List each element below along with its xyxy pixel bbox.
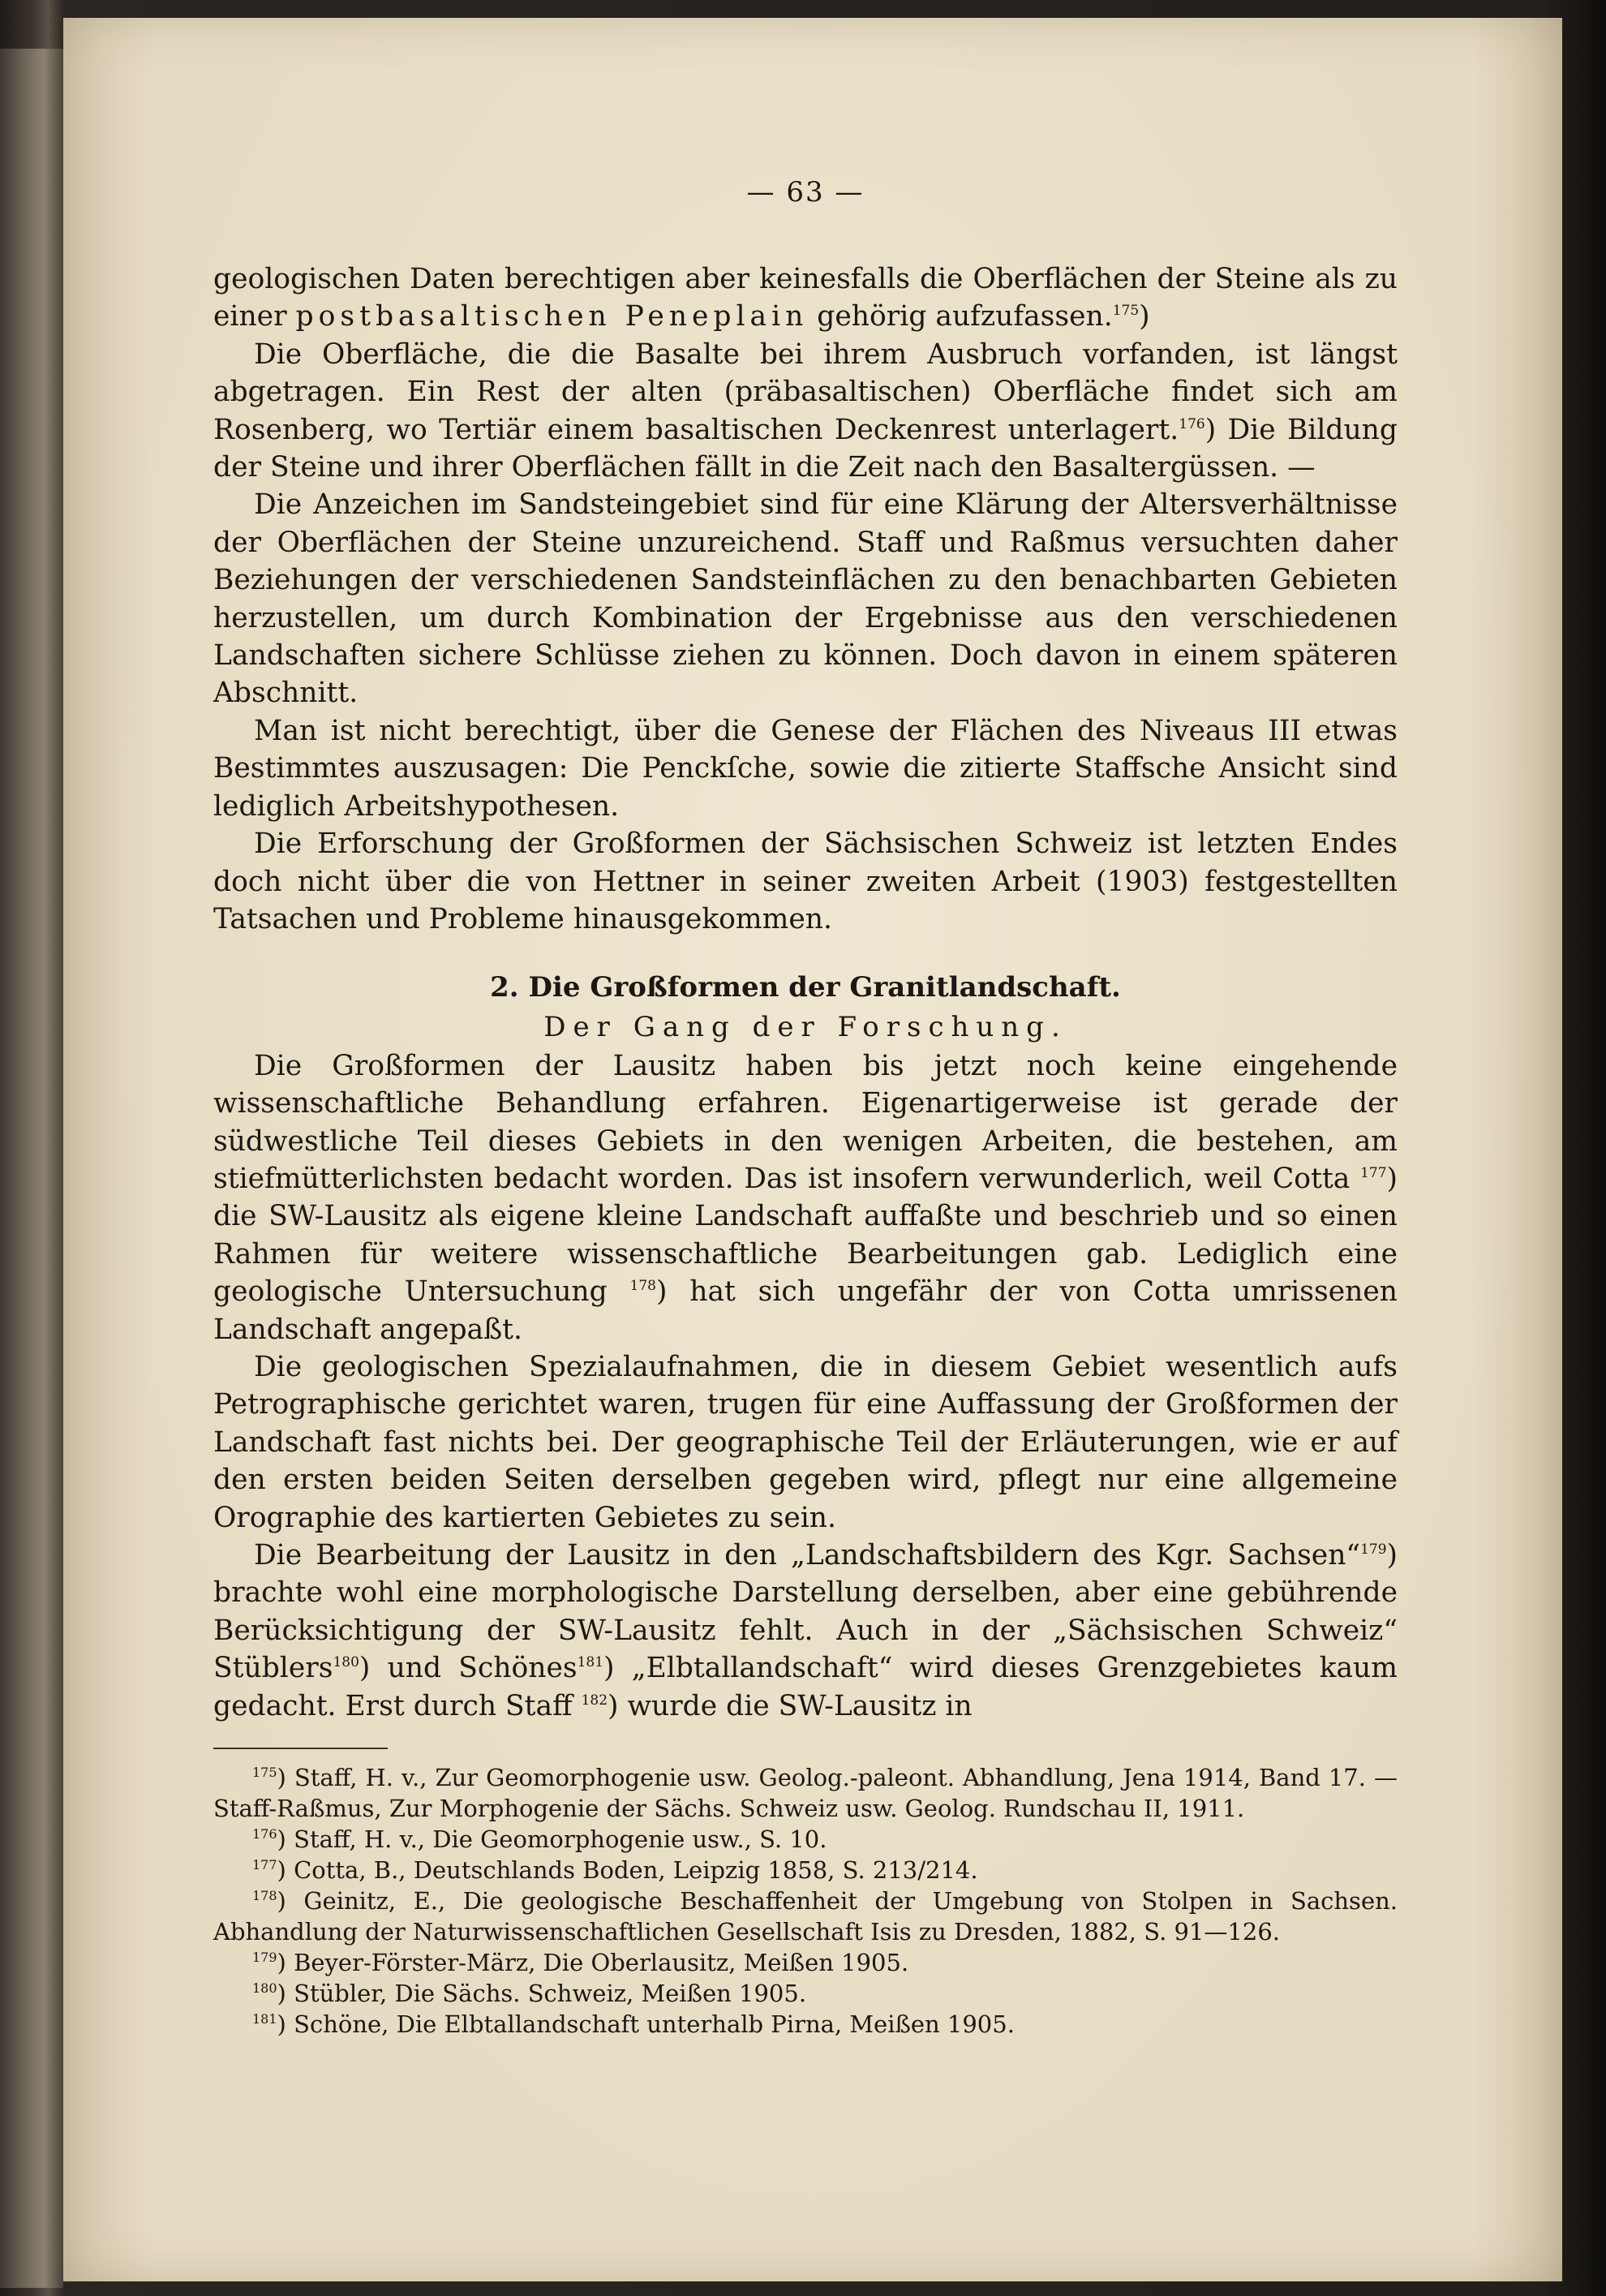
paragraph: Die Erforschung der Großformen der Sächsischen Schweiz ist letzten Endes doch nicht über die von Hettner in seiner zweiten Arbeit (1903) festgestellten Tatsachen und Probleme hinausgekommen. — [213, 828, 1398, 935]
footnote-number: 178 — [252, 1888, 277, 1904]
book-page — [63, 18, 1562, 2281]
emphasized-term: postbasaltischen Peneplain — [295, 300, 809, 333]
body-paragraphs-section — [213, 1047, 1398, 1725]
footnote-ref: 180 — [333, 1654, 359, 1671]
footnote: $^{179}$) Beyer-Förster-März, Die Oberlausitz, Meißen 1905. — [252, 1949, 909, 1977]
footnote: $^{178}$) Geinitz, E., Die geologische Beschaffenheit der Umgebung von Stolpen in Sachsen. Abhandlung der Naturwissenschaftlichen Gesellschaft Isis zu Dresden, 1882, S. 91—126. — [213, 1887, 1398, 1946]
footnote-ref: 178 — [629, 1278, 656, 1295]
footnote: $^{177}$) Cotta, B., Deutschlands Boden, Leipzig 1858, S. 213/214. — [252, 1856, 978, 1885]
footnote-number: 176 — [252, 1826, 277, 1842]
footnote-number: 177 — [252, 1857, 277, 1873]
footnote-number: 175 — [252, 1765, 277, 1781]
footnote-number: 180 — [252, 1980, 277, 1997]
footnote-number: 181 — [252, 2011, 277, 2027]
footnote-number: 179 — [252, 1950, 277, 1966]
footnote: $^{181}$) Schöne, Die Elbtallandschaft unterhalb Pirna, Meißen 1905. — [252, 2010, 1015, 2039]
paragraph: Die Bearbeitung der Lausitz in den „Landschaftsbildern des Kgr. Sachsen“$^{179}$) brachte wohl eine morphologische Darstellung derselben, aber eine gebührende Berücksichtigung der SW-Lausitz fehlt. Auch in der „Sächsischen Schweiz“ Stüblers$^{180}$) und Schönes$^{181}$) „Elbtallandschaft“ wird dieses Grenzgebietes kaum gedacht. Erst durch Staff $^{182}$) wurde die SW-Lausitz in — [213, 1539, 1398, 1722]
footnote-ref: 176 — [1179, 415, 1205, 432]
footnote-ref: 181 — [577, 1654, 604, 1671]
footnote: $^{176}$) Staff, H. v., Die Geomorphogenie usw., S. 10. — [252, 1825, 827, 1854]
footnote: $^{180}$) Stübler, Die Sächs. Schweiz, Meißen 1905. — [252, 1980, 807, 2008]
paragraph: Die Oberfläche, die die Basalte bei ihrem Ausbruch vorfanden, ist längst abgetragen. Ein Rest der alten (präbasaltischen) Oberfläche findet sich am Rosenberg, wo Tertiär einem basaltischen Deckenrest unterlagert.$^{176}$) Die Bildung der Steine und ihrer Oberflächen fällt in die Zeit nach den Basaltergüssen. — — [213, 338, 1398, 484]
body-paragraphs — [213, 260, 1398, 938]
footnote: $^{175}$) Staff, H. v., Zur Geomorphogenie usw. Geolog.-paleont. Abhandlung, Jena 1914, Band 17. — Staff-Raßmus, Zur Morphogenie der Sächs. Schweiz usw. Geolog. Rundschau II, 1911. — [213, 1764, 1398, 1823]
paragraph: Die Anzeichen im Sandsteingebiet sind für eine Klärung der Altersverhältnisse der Oberflächen der Steine unzureichend. Staff und Raßmus versuchten daher Beziehungen der verschiedenen Sandsteinflächen zu den benachbarten Gebieten herzustellen, um durch Kombination der Ergebnisse aus den verschiedenen Landschaften sichere Schlüsse ziehen zu können. Doch davon in einem späteren Abschnitt. — [213, 488, 1398, 710]
paragraph: Die geologischen Spezialaufnahmen, die in diesem Gebiet wesentlich aufs Petrographische gerichtet waren, trugen für eine Auffassung der Großformen der Landschaft fast nichts bei. Der geographische Teil der Erläuterungen, wie er auf den ersten beiden Seiten derselben gegeben wird, pflegt nur eine allgemeine Orographie des kartierten Gebietes zu sein. — [213, 1350, 1398, 1534]
paragraph: Die Großformen der Lausitz haben bis jetzt noch keine eingehende wissenschaftliche Behandlung erfahren. Eigenartigerweise ist gerade der südwestliche Teil dieses Gebiets in den wenigen Arbeiten, die bestehen, am stiefmütterlichsten bedacht worden. Das ist insofern verwunderlich, weil Cotta $^{177}$) die SW-Lausitz als eigene kleine Landschaft auffaßte und beschrieb und so einen Rahmen für weitere wissenschaftliche Bearbeitungen gab. Lediglich eine geologische Untersuchung $^{178}$) hat sich ungefähr der von Cotta umrissenen Landschaft angepaßt. — [213, 1049, 1398, 1346]
footnote-rule — [213, 1748, 388, 1749]
text-block — [213, 176, 1398, 2040]
subheading: Der Gang der Forschung. — [543, 1010, 1067, 1043]
footnote-ref: 182 — [581, 1692, 608, 1709]
footnote-ref: 175 — [1112, 303, 1140, 320]
footnote-ref: 177 — [1360, 1164, 1387, 1181]
adjacent-page-edge — [0, 49, 63, 2288]
section-heading: 2. Die Großformen der Granitlandschaft. — [490, 971, 1121, 1004]
paragraph: Man ist nicht berechtigt, über die Genese der Flächen des Niveaus III etwas Bestimmtes auszusagen: Die Penckſche, sowie die zitierte Staffsche Ansicht sind lediglich Arbeitshypothesen. — [213, 714, 1398, 823]
page-number: — 63 — — [746, 176, 865, 209]
footnote-ref: 179 — [1360, 1541, 1387, 1558]
paragraph: geologischen Daten berechtigen aber keinesfalls die Oberflächen der Steine als zu einer postbasaltischen Peneplain gehörig aufzufassen.$^{175}$) — [213, 263, 1398, 333]
footnotes — [213, 1762, 1398, 2040]
